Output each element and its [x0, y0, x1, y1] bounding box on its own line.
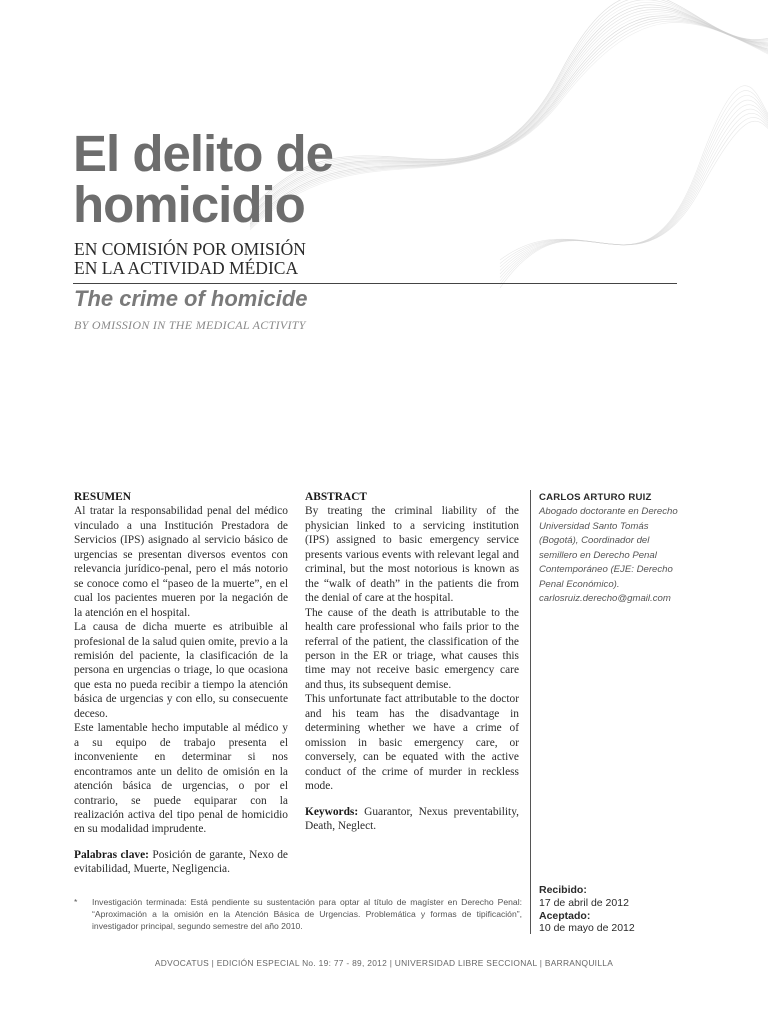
accepted-label: Aceptado: — [539, 909, 591, 922]
abstract-keywords-text: Guarantor, Nexus preventability, Death, Neglect. — [305, 805, 519, 832]
footnote-text: Investigación terminada: Está pendiente su sustentación para optar al título de magíster en Derecho Penal: “Aproximación a la omisión en la Atención Básica de Urgencias. Problemática y formas de tipificación”, investigador principal, segundo semestre del año 2010. — [92, 897, 522, 931]
resumen-keywords — [74, 848, 288, 877]
article-title — [73, 125, 493, 233]
resumen-heading: RESUMEN — [74, 491, 131, 503]
abstract-section — [305, 490, 519, 833]
wave-line — [500, 95, 768, 281]
wave-line — [500, 121, 768, 260]
wave-line — [500, 117, 768, 263]
author-email: carlosruiz.derecho@gmail.com — [539, 593, 671, 605]
author-affiliation: Abogado doctorante en Derecho Universidad Santo Tomás (Bogotá), Coordinador del semillero en Derecho Penal Contemporáneo (EJE: Derecho Penal Económico). — [539, 506, 678, 590]
abstract-paragraph: By treating the criminal liability of the physician linked to a servicing institution (IPS) assigned to basic emergency service presents various events with relevant legal and criminal, but the most notorious is known as the “walk of death” in the patients die from the denial of care at the hospital. — [305, 505, 519, 605]
abstract-paragraph: The cause of the death is attributable to the health care professional who fails prior to the referral of the patient, the classification of the person in the ER or triage, what causes this time may not receive basic emergency care and thus, its subsequent demise. — [305, 606, 519, 691]
article-title-line2: homicidio — [73, 176, 305, 233]
wave-line — [500, 86, 768, 288]
footnote — [74, 896, 522, 932]
wave-line — [500, 105, 768, 274]
resumen-paragraph: Al tratar la responsabilidad penal del médico vinculado a una Institución Prestadora de Servicios (IPS) asignado al servicio básico de urgencias se presentan diversos eventos con relevancia jurídico-penal, pero el más notorio se conoce como el “paseo de la muerte”, en el cual los pacientes mueren por la negación de la atención en el hospital. — [74, 505, 288, 619]
resumen-keywords-label: Palabras clave: — [74, 848, 149, 861]
subtitle-es-line2: EN LA ACTIVIDAD MÉDICA — [74, 258, 299, 278]
author-name: CARLOS ARTURO RUIZ — [539, 492, 652, 503]
wave-line — [500, 100, 768, 277]
resumen-paragraph: La causa de dicha muerte es atribuible al profesional de la salud quien omite, previo a la remisión del paciente, la clasificación de la persona en urgencias o triage, lo que ocasiona que esta no pueda recibir a tiempo la atención básica de urgencias y con ello, su consecuente deceso. — [74, 621, 288, 720]
article-subtitle-es — [74, 240, 494, 278]
abstract-keywords-label: Keywords: — [305, 805, 359, 818]
received-label: Recibido: — [539, 884, 587, 896]
abstract-paragraph: This unfortunate fact attributable to the doctor and his team has the disadvantage in determining whether we have a crime of omission in basic emergency care, or conversely, can be equated with the active conduct of the crime of murder in reckless mode. — [305, 693, 519, 793]
resumen-paragraph: Este lamentable hecho imputable al médico y a su equipo de trabajo presenta el inconveniente en determinar si nos encontramos ante un delito de omisión en la atención básica de urgencias, o por el contrario, se puede equiparar con la realización activa del tipo penal de homicidio en su modalidad imprudente. — [74, 722, 288, 836]
article-subtitle-en: BY OMISSION IN THE MEDICAL ACTIVITY — [74, 318, 306, 332]
article-title-line1: El delito de — [73, 125, 334, 182]
resumen-section — [74, 490, 288, 877]
accepted-date: 10 de mayo de 2012 — [539, 922, 635, 935]
article-title-en: The crime of homicide — [74, 286, 308, 311]
title-divider — [73, 283, 677, 284]
footnote-mark: * — [74, 897, 78, 907]
abstract-heading: ABSTRACT — [305, 491, 368, 503]
page-footer: ADVOCATUS | EDICIÓN ESPECIAL No. 19: 77 - 89, 2012 | UNIVERSIDAD LIBRE SECCIONAL | BARRANQUILLA — [154, 958, 614, 968]
received-date: 17 de abril de 2012 — [539, 896, 629, 909]
resumen-keywords-text: Posición de garante, Nexo de evitabilidad, Muerte, Negligencia. — [74, 848, 288, 876]
subtitle-es-line1: EN COMISIÓN POR OMISIÓN — [74, 239, 306, 259]
dates-block — [539, 884, 679, 935]
sidebar-divider — [530, 490, 531, 934]
abstract-keywords — [305, 805, 519, 834]
author-block — [539, 491, 689, 607]
